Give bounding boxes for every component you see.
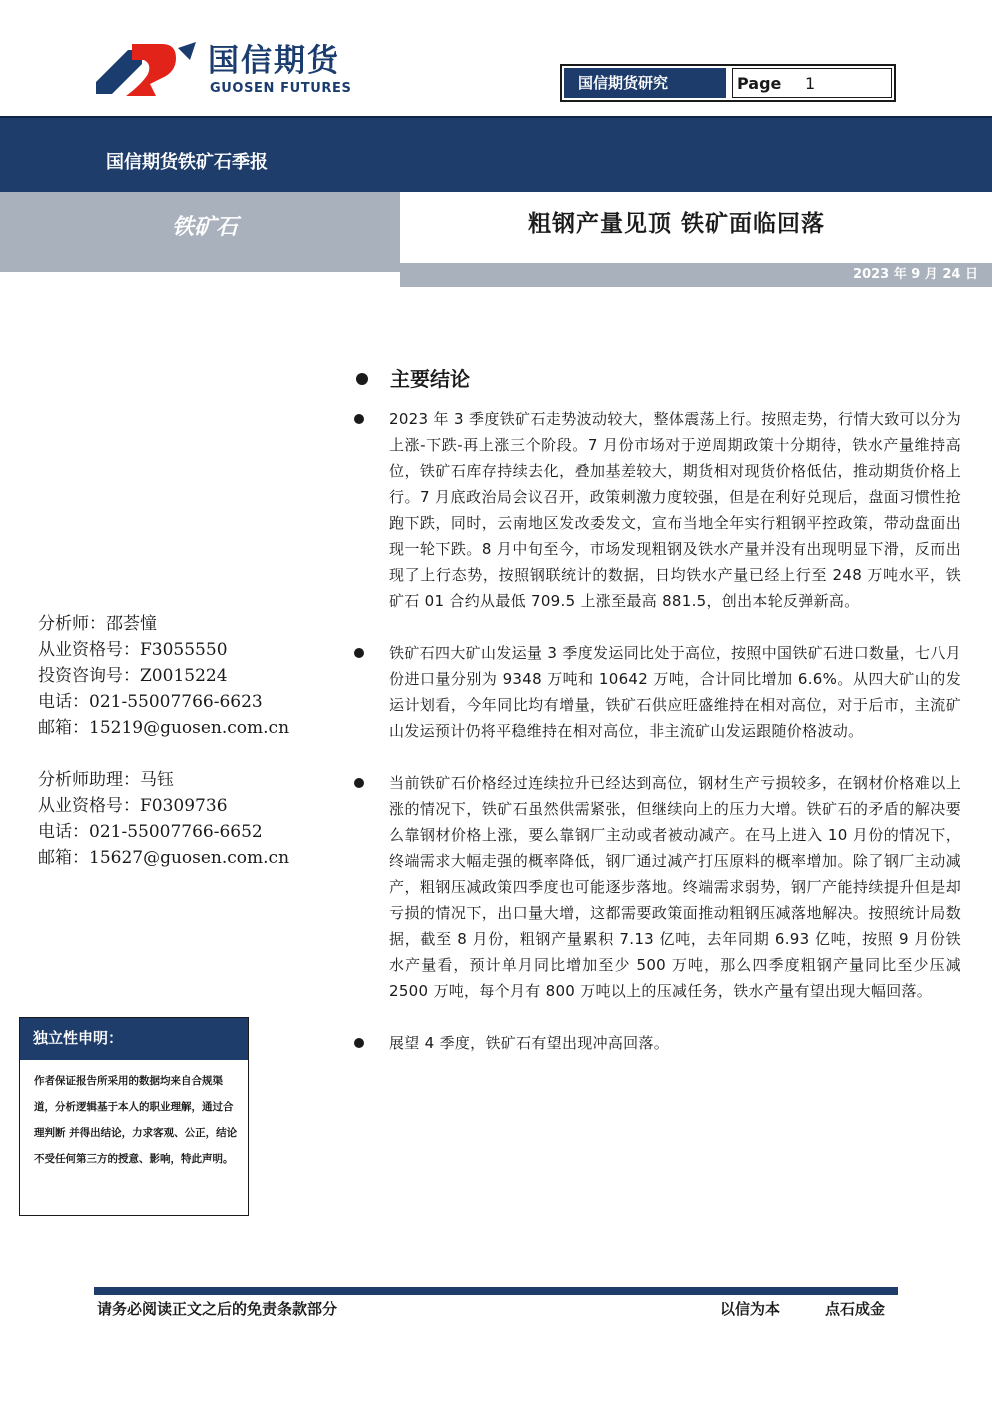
conclusion-paragraph: 2023 年 3 季度铁矿石走势波动较大，整体震荡上行。按照走势，行情大致可以分为上涨-下跌-再上涨三个阶段。7 月份市场对于逆周期政策十分期待，铁水产量维持高位，铁矿石库存持续去化，叠加基差较大，期货相对现货价格低估，推动期货价格上行。7 月底政治局会议召开，政策刺激力度较强，但是在利好兑现后，盘面习惯性抢跑下跌，同时，云南地区发改委发文，宣布当地全年实行粗钢平控政策，带动盘面出现一轮下跌。8 月中旬至今，市场发现粗钢及铁水产量并没有出现明显下滑，反而出现了上行态势，按照钢联统计的数据，日均铁水产量已经上行至 248 万吨水平，铁矿石 01 合约从最低 709.5 上涨至最高 881.5，创出本轮反弹新高。: [389, 410, 961, 610]
research-label: 国信期货研究: [564, 68, 726, 98]
report-series-title: 国信期货铁矿石季报: [106, 152, 268, 173]
conclusion-paragraph: 展望 4 季度，铁矿石有望出现冲高回落。: [389, 1034, 670, 1052]
independence-body: 作者保证报告所采用的数据均来自合规渠道，分析逻辑基于本人的职业理解，通过合理判断 并得出结论，力求客观、公正，结论不受任何第三方的授意、影响，特此声明。: [34, 1075, 238, 1165]
logo-name-en: GUOSEN FUTURES: [210, 81, 352, 96]
assistant-license: 从业资格号：F0309736: [38, 796, 228, 816]
independence-statement: [19, 1017, 249, 1216]
analyst-info: [38, 611, 289, 871]
report-date: 2023 年 9 月 24 日: [853, 267, 978, 282]
analyst-consult-number: 投资咨询号：Z0015224: [38, 666, 228, 686]
category-label: 铁矿石: [172, 215, 239, 240]
page-label: Page: [737, 74, 782, 93]
footer-motto-2: 点石成金: [825, 1300, 886, 1318]
footer-disclaimer: 请务必阅读正文之后的免责条款部分: [97, 1300, 338, 1318]
footer-motto-1: 以信为本: [720, 1300, 781, 1318]
report-headline: 粗钢产量见顶 铁矿面临回落: [528, 211, 826, 237]
bullet-icon: [354, 648, 364, 658]
logo-name-cn: 国信期货: [208, 43, 340, 79]
conclusion-paragraph: 当前铁矿石价格经过连续拉升已经达到高位，钢材生产亏损较多，在钢材价格难以上涨的情况下，铁矿石虽然供需紧张，但继续向上的压力大增。铁矿石的矛盾的解决要么靠钢材价格上涨，要么靠钢厂主动或者被动减产。在马上进入 10 月份的情况下，终端需求大幅走强的概率降低，钢厂通过减产打压原料的概率增加。除了钢厂主动减产，粗钢压减政策四季度也可能逐步落地。终端需求弱势，钢厂产能持续提升但是却亏损的情况下，出口量大增，这都需要政策面推动粗钢压减落地解决。按照统计局数据，截至 8 月份，粗钢产量累积 7.13 亿吨，去年同期 6.93 亿吨，按照 9 月份铁水产量看，预计单月同比增加至少 500 万吨，那么四季度粗钢产量同比至少压减 2500 万吨，每个月有 800 万吨以上的压减任务，铁水产量有望出现大幅回落。: [389, 774, 961, 1000]
guosen-logo-icon: [92, 38, 202, 108]
assistant-name: 分析师助理：马钰: [38, 770, 174, 790]
page-indicator: [732, 68, 892, 98]
assistant-phone: 电话：021-55007766-6652: [38, 822, 263, 842]
assistant-email: 邮箱：15627@guosen.com.cn: [38, 848, 290, 868]
analyst-email: 邮箱：15219@guosen.com.cn: [38, 718, 290, 738]
footer-rule: [94, 1287, 898, 1295]
independence-title: 独立性申明：: [20, 1018, 248, 1060]
section-title: 主要结论: [390, 367, 470, 391]
conclusion-paragraph: 铁矿石四大矿山发运量 3 季度发运同比处于高位，按照中国铁矿石进口数量，七八月份进口量分别为 9348 万吨和 10642 万吨，合计同比增加 6.6%。从四大矿山的发运计划看，今年同比均有增量，铁矿石供应旺盛维持在相对高位，对于后市，主流矿山发运预计仍将平稳维持在相对高位，非主流矿山发运跟随价格波动。: [389, 644, 961, 740]
page-number: 1: [804, 74, 816, 93]
analyst-license: 从业资格号：F3055550: [38, 640, 228, 660]
bullet-icon: [354, 778, 364, 788]
section-bullet-icon: [356, 373, 368, 385]
page-header-box: [560, 64, 896, 102]
analyst-phone: 电话：021-55007766-6623: [38, 692, 263, 712]
analyst-name: 分析师：邵荟憧: [38, 614, 157, 634]
bullet-icon: [354, 414, 364, 424]
bullet-icon: [354, 1038, 364, 1048]
